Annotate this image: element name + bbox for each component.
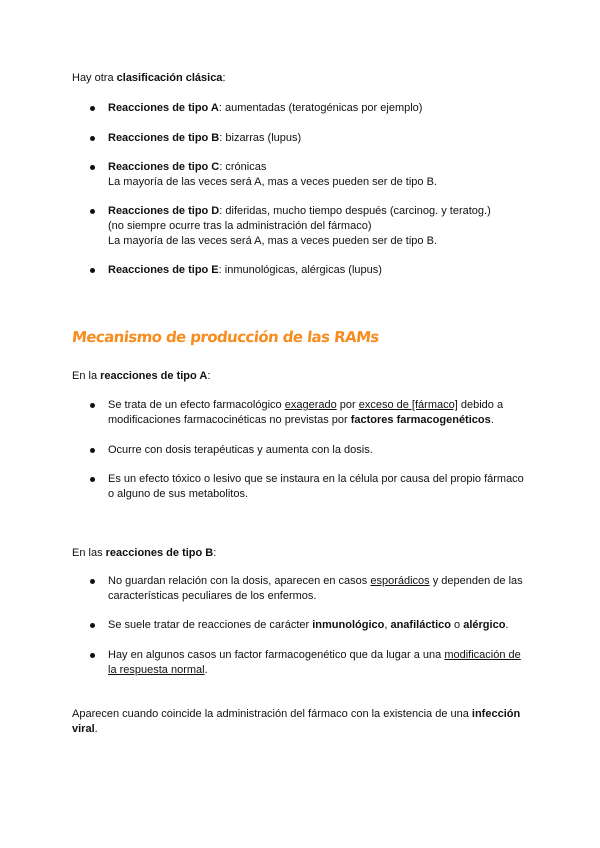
list-item-b-1: No guardan relación con la dosis, aparecen en casos esporádicos y dependen de las características peculiares de los enfermos. [108, 574, 528, 604]
bullet-icon [90, 403, 95, 408]
bullet-icon [90, 106, 95, 111]
list-item-a-2: Ocurre con dosis terapéuticas y aumenta con la dosis. [108, 443, 528, 458]
intro-paragraph: Hay otra clasificación clásica: [72, 72, 226, 84]
bullet-icon [90, 165, 95, 170]
list-item-type-a: Reacciones de tipo A: aumentadas (teratogénicas por ejemplo) [108, 101, 528, 116]
list-item-a-3: Es un efecto tóxico o lesivo que se instaura en la célula por causa del propio fármaco o alguno de sus metabolitos. [108, 472, 528, 502]
section-b-intro: En las reacciones de tipo B: [72, 547, 217, 559]
bullet-icon [90, 653, 95, 658]
list-item-type-d: Reacciones de tipo D: diferidas, mucho tiempo después (carcinog. y teratog.) (no siempre ocurre tras la administración del fármaco) La mayoría de las veces será A, mas a veces pueden ser de tipo B. [108, 204, 528, 249]
bullet-icon [90, 268, 95, 273]
list-item-type-b: Reacciones de tipo B: bizarras (lupus) [108, 131, 528, 146]
bullet-icon [90, 623, 95, 628]
bullet-icon [90, 477, 95, 482]
list-item-type-e: Reacciones de tipo E: inmunológicas, alérgicas (lupus) [108, 263, 528, 278]
list-item-type-c: Reacciones de tipo C: crónicas La mayoría de las veces será A, mas a veces pueden ser de tipo B. [108, 160, 528, 190]
list-item-a-1: Se trata de un efecto farmacológico exagerado por exceso de [fármaco] debido a modificaciones farmacocinéticas no previstas por factores farmacogenéticos. [108, 398, 528, 428]
bullet-icon [90, 136, 95, 141]
section-a-intro: En la reacciones de tipo A: [72, 370, 211, 382]
bullet-icon [90, 209, 95, 214]
closing-paragraph: Aparecen cuando coincide la administración del fármaco con la existencia de una infección viral. [72, 708, 521, 735]
list-item-b-2: Se suele tratar de reacciones de carácter inmunológico, anafiláctico o alérgico. [108, 618, 528, 633]
list-item-b-3: Hay en algunos casos un factor farmacogenético que da lugar a una modificación de la respuesta normal. [108, 648, 528, 678]
section-heading: Mecanismo de producción de las RAMs [71, 328, 380, 346]
bullet-icon [90, 448, 95, 453]
bullet-icon [90, 579, 95, 584]
